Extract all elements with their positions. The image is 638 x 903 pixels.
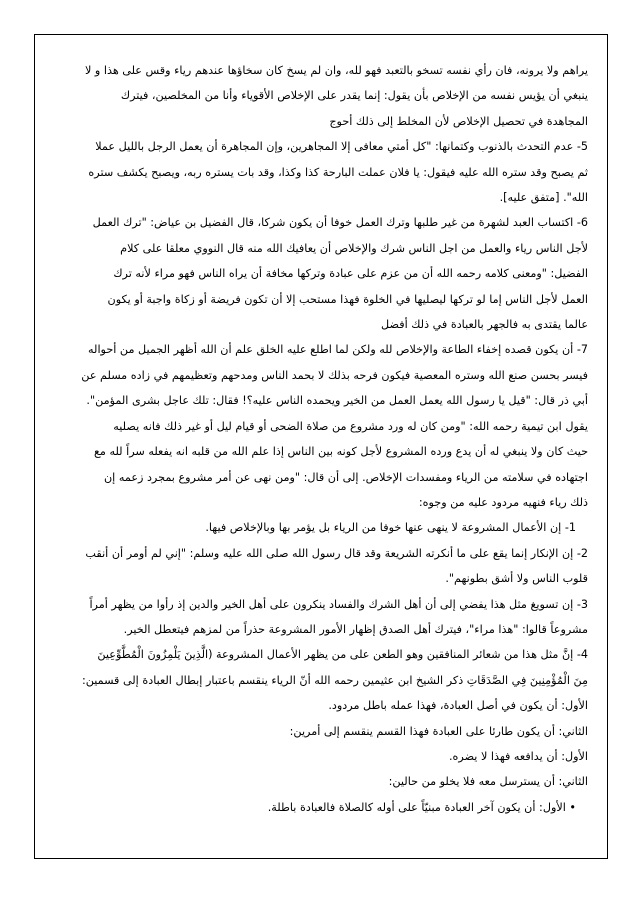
text-line: 5- عدم التحدث بالذنوب وكتمانها: "كل أمتي معافى إلا المجاهرين، وإن المجاهرة أن يعمل الرجل بالليل عملا: [95, 140, 588, 154]
text-line: حيث كان ولا ينبغي له أن يدع ورده المشروع لأجل كونه بين الناس إذا علم الله من قلبه انه يفعله سراً لله مع: [93, 445, 588, 459]
document-body: [54, 58, 588, 820]
text-line: اجتهاده في سلامته من الرياء ومفسدات الإخلاص. إلى أن قال: "ومن نهى عن أمر مشروع بمجرد زعمه إن: [103, 470, 588, 484]
text-line: الأول: أن يكون في أصل العبادة، فهذا عمله باطل مردود.: [328, 699, 588, 713]
text-line: قلوب الناس ولا أشق بطونهم".: [445, 572, 588, 586]
text-line: الله". [متفق عليه].: [499, 191, 588, 205]
text-line: العمل لأجل الناس إما لو تركها ليصليها في الخلوة فهذا مستحب إلا أن تكون فريضة أو زكاة واجبة أو يكون: [107, 292, 588, 306]
text-line: يقول ابن تيمية رحمه الله: "ومن كان له ورد مشروع من صلاة الضحى أو قيام ليل أو غير ذلك فانه يصليه: [113, 419, 588, 433]
text-line: • الأول: أن يكون آخر العبادة مبنيّاً على أوله كالصلاة فالعبادة باطلة.: [267, 800, 576, 814]
text-line: المجاهدة في تحصيل الإخلاص لأن المخلط إلى ذلك أحوج: [329, 114, 588, 128]
text-line: يراهم ولا يرونه، فان رأي نفسه تسخو بالتعبد فهو لله، وان لم يسخ كان سخاؤها عندهم رياء وقس على هذا و لا: [84, 64, 588, 77]
text-line: 7- أن يكون قصده إخفاء الطاعة والإخلاص لله ولكن لما اطلع عليه الخلق علم أن الله أظهر الجميل من أحواله: [88, 343, 588, 357]
text-line: فيسر بحسن صنع الله وستره المعصية فيكون فرحه بذلك لا بحمد الناس ومدحهم وتعظيمهم في زاده مسلم عن: [81, 368, 588, 382]
text-line: مشروعاً قالوا: "هذا مراء"، فيترك أهل الصدق إظهار الأمور المشروعة حذراً من لمزهم فيتعطل الخير.: [123, 622, 588, 636]
text-line: 4- إنَّ مثل هذا من شعائر المنافقين وهو الطعن على من يظهر الأعمال المشروعة (الَّذِينَ يَلْمِزُونَ الْمُطَّوِّعِينَ: [97, 648, 588, 662]
text-line: الثاني: أن يكون طارئا على العبادة فهذا القسم ينقسم إلى أمرين:: [289, 724, 588, 738]
text-line: 3- إن تسويغ مثل هذا يفضي إلى أن أهل الشرك والفساد ينكرون على أهل الخير والدين إذ رأوا من يظهر أمراً: [89, 597, 588, 611]
text-line: 1- إن الأعمال المشروعة لا ينهى عنها خوفا من الرياء بل يؤمر بها وبالإخلاص فيها.: [205, 521, 576, 535]
text-line: أبي ذر قال: "قيل يا رسول الله يعمل العمل من الخير ويحمده الناس عليه؟! فقال: تلك عاجل بشرى المؤمن".: [86, 394, 588, 408]
text-line: الفضيل: "ومعنى كلامه رحمه الله أن من عزم على عبادة وتركها مخافة أن يراه الناس فهو مراء لأنه ترك: [113, 267, 588, 281]
text-line: لأجل الناس رياء والعمل من اجل الناس شرك والإخلاص أن يعافيك الله منه قال النووي معلقا على كلام: [120, 241, 588, 255]
text-line: ذلك رياء فنهيه مردود عليه من وجوه:: [418, 495, 588, 509]
text-line: مِنَ الْمُؤْمِنِينَ فِي الصَّدَقَاتِ ذكر الشيخ ابن عثيمين رحمه الله أنّ الرياء ينقسم باعتبار إبطال العبادة إلى قسمين:: [81, 673, 588, 687]
text-line: 6- اكتساب العبد لشهرة من غير طلبها وترك العمل خوفا أن يكون شركا، قال الفضيل بن عياض: "ترك العمل: [92, 216, 588, 230]
text-line: ثم يصبح وقد ستره الله عليه فيقول: يا فلان عملت البارحة كذا وكذا، وقد بات يستره ربه، ويصبح يكشف ستره: [88, 165, 588, 179]
text-line: عالما يقتدى به فالجهر بالعبادة في ذلك أفضل: [381, 318, 588, 332]
text-line: الأول: أن يدافعه فهذا لا يضره.: [448, 749, 588, 763]
text-line: ينبغي أن يؤيس نفسه من الإخلاص بأن يقول: إنما يقدر على الإخلاص الأقوياء وأنا من المخلصين، فيترك: [120, 89, 588, 103]
text-line: 2- إن الإنكار إنما يقع على ما أنكرته الشريعة وقد قال رسول الله صلى الله عليه وسلم: "إني لم أومر أن أنقب: [85, 546, 588, 560]
text-line: الثاني: أن يسترسل معه فلا يخلو من حالين:: [388, 775, 588, 789]
